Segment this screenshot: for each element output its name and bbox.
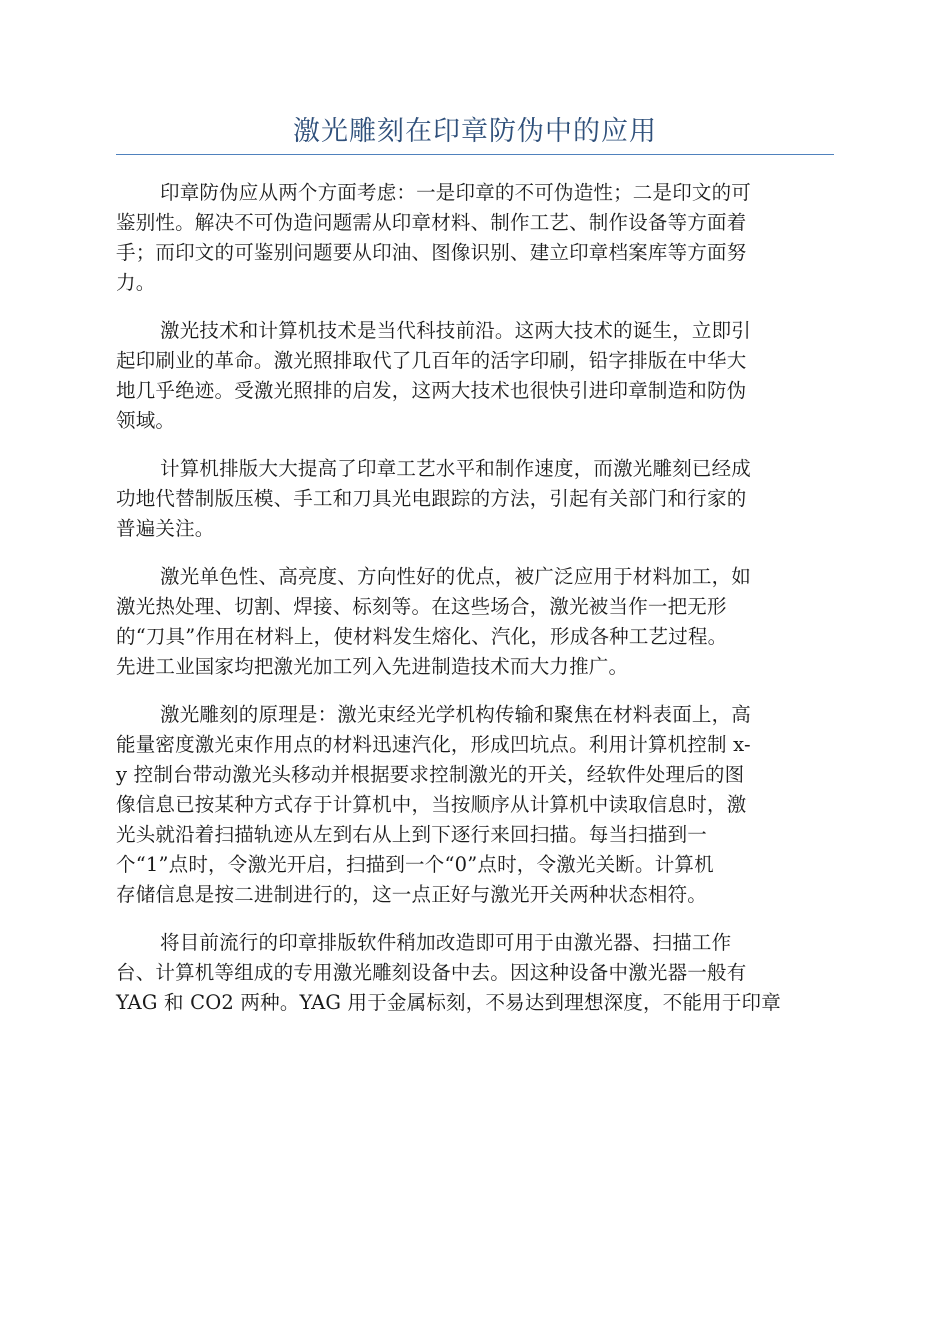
paragraph-2 xyxy=(116,316,834,436)
text-line: 存储信息是按二进制进行的，这一点正好与激光开关两种状态相符。 xyxy=(116,883,708,906)
text-line: 领域。 xyxy=(116,409,176,432)
document-body xyxy=(116,178,834,1036)
paragraph-4 xyxy=(116,562,834,682)
text-line: 激光技术和计算机技术是当代科技前沿。这两大技术的诞生，立即引 xyxy=(160,319,752,342)
document-title: 激光雕刻在印章防伪中的应用 xyxy=(293,116,657,147)
paragraph-6 xyxy=(116,928,834,1018)
text-line: 起印刷业的革命。激光照排取代了几百年的活字印刷，铅字排版在中华大 xyxy=(116,349,747,372)
text-line: 将目前流行的印章排版软件稍加改造即可用于由激光器、扫描工作 xyxy=(160,931,732,954)
text-line: 计算机排版大大提高了印章工艺水平和制作速度，而激光雕刻已经成 xyxy=(160,457,752,480)
text-line: 激光热处理、切割、焊接、标刻等。在这些场合，激光被当作一把无形 xyxy=(116,595,727,618)
text-line: 印章防伪应从两个方面考虑：一是印章的不可伪造性；二是印文的可 xyxy=(160,181,752,204)
text-line: 功地代替制版压模、手工和刀具光电跟踪的方法，引起有关部门和行家的 xyxy=(116,487,747,510)
paragraph-5 xyxy=(116,700,834,910)
paragraph-1 xyxy=(116,178,834,298)
text-line: 光头就沿着扫描轨迹从左到右从上到下逐行来回扫描。每当扫描到一 xyxy=(116,823,708,846)
text-line: 地几乎绝迹。受激光照排的启发，这两大技术也很快引进印章制造和防伪 xyxy=(116,379,747,402)
text-line: 像信息已按某种方式存于计算机中，当按顺序从计算机中读取信息时，激 xyxy=(116,793,747,816)
text-line: 先进工业国家均把激光加工列入先进制造技术而大力推广。 xyxy=(116,655,629,678)
text-line: 鉴别性。解决不可伪造问题需从印章材料、制作工艺、制作设备等方面着 xyxy=(116,211,747,234)
title-underline xyxy=(116,154,834,155)
text-line: 的“刀具”作用在材料上，使材料发生熔化、汽化，形成各种工艺过程。 xyxy=(116,625,728,648)
text-line: 能量密度激光束作用点的材料迅速汽化，形成凹坑点。利用计算机控制 x- xyxy=(116,733,751,756)
paragraph-3 xyxy=(116,454,834,544)
text-line: 台、计算机等组成的专用激光雕刻设备中去。因这种设备中激光器一般有 xyxy=(116,961,747,984)
text-line: 手；而印文的可鉴别问题要从印油、图像识别、建立印章档案库等方面努 xyxy=(116,241,747,264)
text-line: 普遍关注。 xyxy=(116,517,215,540)
text-line: 力。 xyxy=(116,271,156,294)
text-line: y 控制台带动激光头移动并根据要求控制激光的开关，经软件处理后的图 xyxy=(116,763,745,786)
text-line: YAG 和 CO2 两种。YAG 用于金属标刻，不易达到理想深度，不能用于印章 xyxy=(116,991,781,1014)
text-line: 个“1”点时，令激光开启，扫描到一个“0”点时，令激光关断。计算机 xyxy=(116,853,714,876)
text-line: 激光雕刻的原理是：激光束经光学机构传输和聚焦在材料表面上，高 xyxy=(160,703,752,726)
text-line: 激光单色性、高亮度、方向性好的优点，被广泛应用于材料加工，如 xyxy=(160,565,752,588)
